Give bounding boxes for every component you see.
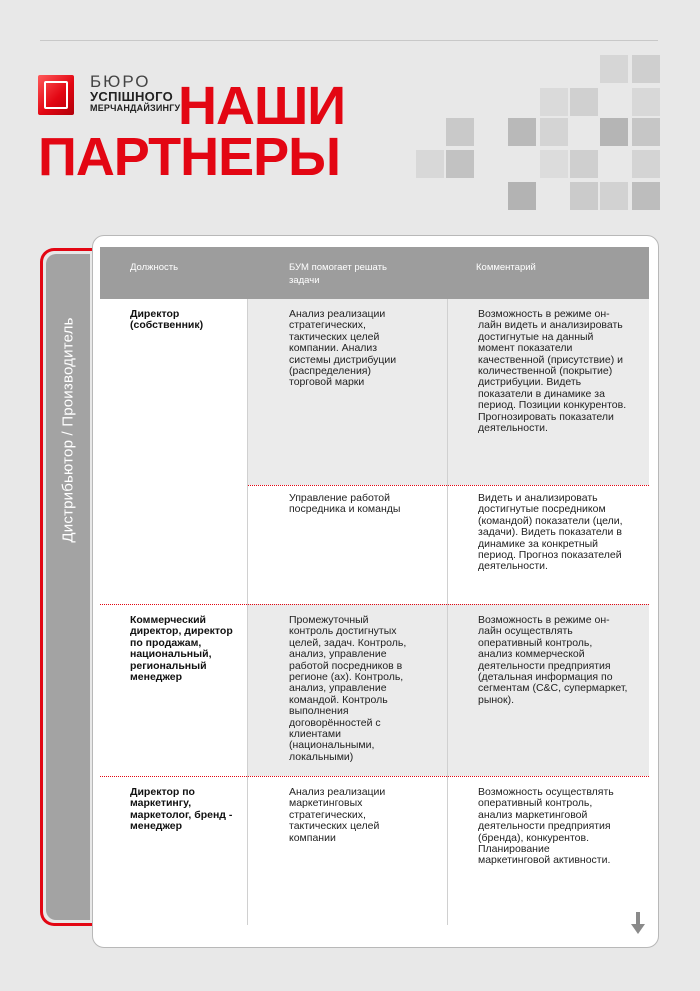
table-row-1-task-1: Анализ реализации стратегических, тактических целей компании. Анализ системы дистрибуции (распределения) торговой марки (289, 308, 397, 389)
column-divider-1 (247, 299, 248, 925)
logo-mark (38, 75, 74, 115)
table-row-2-comment: Возможность в режиме он-лайн осуществлять оперативный контроль, анализ коммерческой деятельности предприятия (детальная информация по сегментам (С&С, супермаркет, рынок). (478, 614, 628, 706)
header-comment: Комментарий (476, 262, 536, 273)
page-title-line-1: НАШИ (178, 76, 346, 136)
logo-line-1: БЮРО (90, 72, 151, 91)
table-row-1-comment-2: Видеть и анализировать достигнутые посредником (командой) показатели (цели, задачи). Видеть показатели в динамике за конкретный период. Прогноз показателей деятельности. (478, 492, 623, 573)
logo-line-2: УСПІШНОГО (90, 89, 174, 104)
logo-line-3: МЕРЧАНДАЙЗИНГУ (90, 103, 181, 113)
side-label-text: Дистрибьютор / Производитель (59, 317, 77, 543)
table-row-2-task: Промежуточный контроль достигнутых целей, задач. Контроль, анализ, управление работой посредников в регионе (ах). Контроль, анализ, управление командой. Контроль выполнения договорённостей с клиентами (национальными, локальными) (289, 614, 407, 763)
table-row-1-comment-1: Возможность в режиме он-лайн видеть и анализировать достигнутые на данный момент показатели качественной (присутствие) и количественной (покрытие) дистрибуции. Видеть показатели в динамике за период. Позиции конкурентов. Прогнозировать показатели деятельности. (478, 308, 627, 435)
table-row-1-task-2: Управление работой посредника и команды (289, 492, 401, 516)
table-row-3-task: Анализ реализации маркетинговых стратегических, тактических целей компании (289, 786, 386, 844)
table-row-3-comment: Возможность осуществлять оперативный контроль, анализ маркетинговой деятельности предприятия (бренда), конкурентов. Планирование маркетинговой активности. (478, 786, 614, 867)
table-header (100, 247, 649, 299)
column-divider-2 (447, 299, 448, 925)
row-separator (100, 604, 649, 605)
header-position: Должность (130, 262, 179, 273)
header-tasks: БУМ помогает решать задачи (289, 262, 387, 286)
row-separator (100, 776, 649, 777)
scroll-down-arrow-icon[interactable] (631, 912, 645, 934)
table-row-1-role: Директор (собственник) (130, 308, 204, 332)
table-row-3-role: Директор по маркетингу, маркетолог, бренд - менеджер (130, 786, 233, 833)
row-separator (248, 485, 649, 486)
table-row-2-role: Коммерческий директор, директор по продажам, национальный, региональный менеджер (130, 614, 233, 684)
page-title-line-2: ПАРТНЕРЫ (38, 127, 340, 187)
company-logo (38, 72, 198, 125)
